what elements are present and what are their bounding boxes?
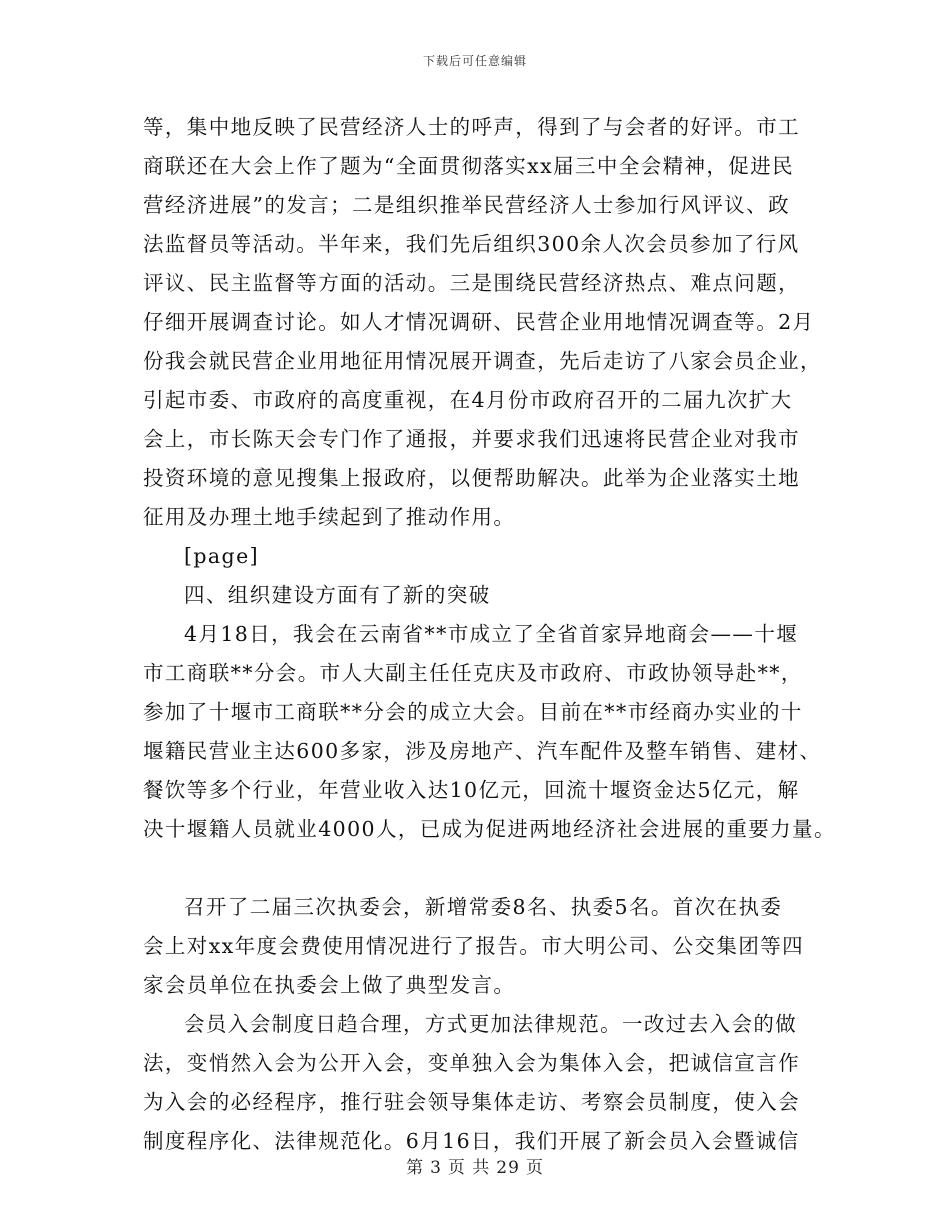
paragraph-line: 法监督员等活动。半年来，我们先后组织300余人次会员参加了行风 [143,232,800,256]
paragraph-line: 制度程序化、法律规范化。6月16日，我们开展了新会员入会暨诚信 [143,1129,800,1153]
paragraph-line: 法，变悄然入会为公开入会，变单独入会为集体入会，把诚信宣言作 [143,1051,800,1075]
paragraph-line: 会员入会制度日趋合理，方式更加法律规范。一改过去入会的做 [184,1012,798,1036]
paragraph-line: 引起市委、市政府的高度重视，在4月份市政府召开的二届九次扩大 [143,388,793,412]
footer-suffix: 页 [525,1158,544,1178]
total-page-count: 29 [496,1158,520,1178]
page-footer [0,1153,950,1178]
paragraph-line: 征用及办理土地手续起到了推动作用。 [143,505,516,529]
section-heading: 四、组织建设方面有了新的突破 [184,583,491,607]
blank-line [143,849,813,888]
paragraph-line: 决十堰籍人员就业4000人，已成为促进两地经济社会进展的重要力量。 [143,817,836,841]
footer-prefix: 第 [406,1158,425,1178]
paragraph-line: 投资环境的意见搜集上报政府，以便帮助解决。此举为企业落实土地 [143,466,800,490]
paragraph-line: 营经济进展”的发言；二是组织推举民营经济人士参加行风评议、政 [143,193,790,217]
paragraph-line: 评议、民主监督等方面的活动。三是围绕民营经济热点、难点问题， [143,271,800,295]
paragraph-line: 会上对xx年度会费使用情况进行了报告。市大明公司、公交集团等四 [143,934,805,958]
paragraph-line: 召开了二届三次执委会，新增常委8名、执委5名。首次在执委 [184,895,783,919]
document-body [143,108,836,1161]
paragraph-line: 4月18日，我会在云南省**市成立了全省首家异地商会——十堰 [184,622,799,646]
paragraph-line: 餐饮等多个行业，年营业收入达10亿元，回流十堰资金达5亿元，解 [143,778,800,802]
page-header: 下载后可任意编辑 [422,54,527,68]
paragraph-line: 市工商联**分会。市人大副主任任克庆及市政府、市政协领导赴**， [143,661,803,685]
paragraph-line: 为入会的必经程序，推行驻会领导集体走访、考察会员制度，使入会 [143,1090,800,1114]
paragraph-line: 等，集中地反映了民营经济人士的呼声，得到了与会者的好评。市工 [143,115,800,139]
paragraph-line: 仔细开展调查讨论。如人才情况调研、民营企业用地情况调查等。2月 [143,310,815,334]
paragraph-line: 份我会就民营企业用地征用情况展开调查，先后走访了八家会员企业， [143,349,822,373]
footer-middle: 页 共 [447,1158,491,1178]
paragraph-line: 商联还在大会上作了题为“全面贯彻落实xx届三中全会精神，促进民 [143,154,795,178]
paragraph-line: 家会员单位在执委会上做了典型发言。 [143,973,516,997]
current-page-number: 3 [430,1158,442,1178]
paragraph-line: 参加了十堰市工商联**分会的成立大会。目前在**市经商办实业的十 [143,700,803,724]
page-marker: [page] [184,544,259,568]
paragraph-line: 堰籍民营业主达600多家，涉及房地产、汽车配件及整车销售、建材、 [143,739,822,763]
paragraph-line: 会上，市长陈天会专门作了通报，并要求我们迅速将民营企业对我市 [143,427,800,451]
